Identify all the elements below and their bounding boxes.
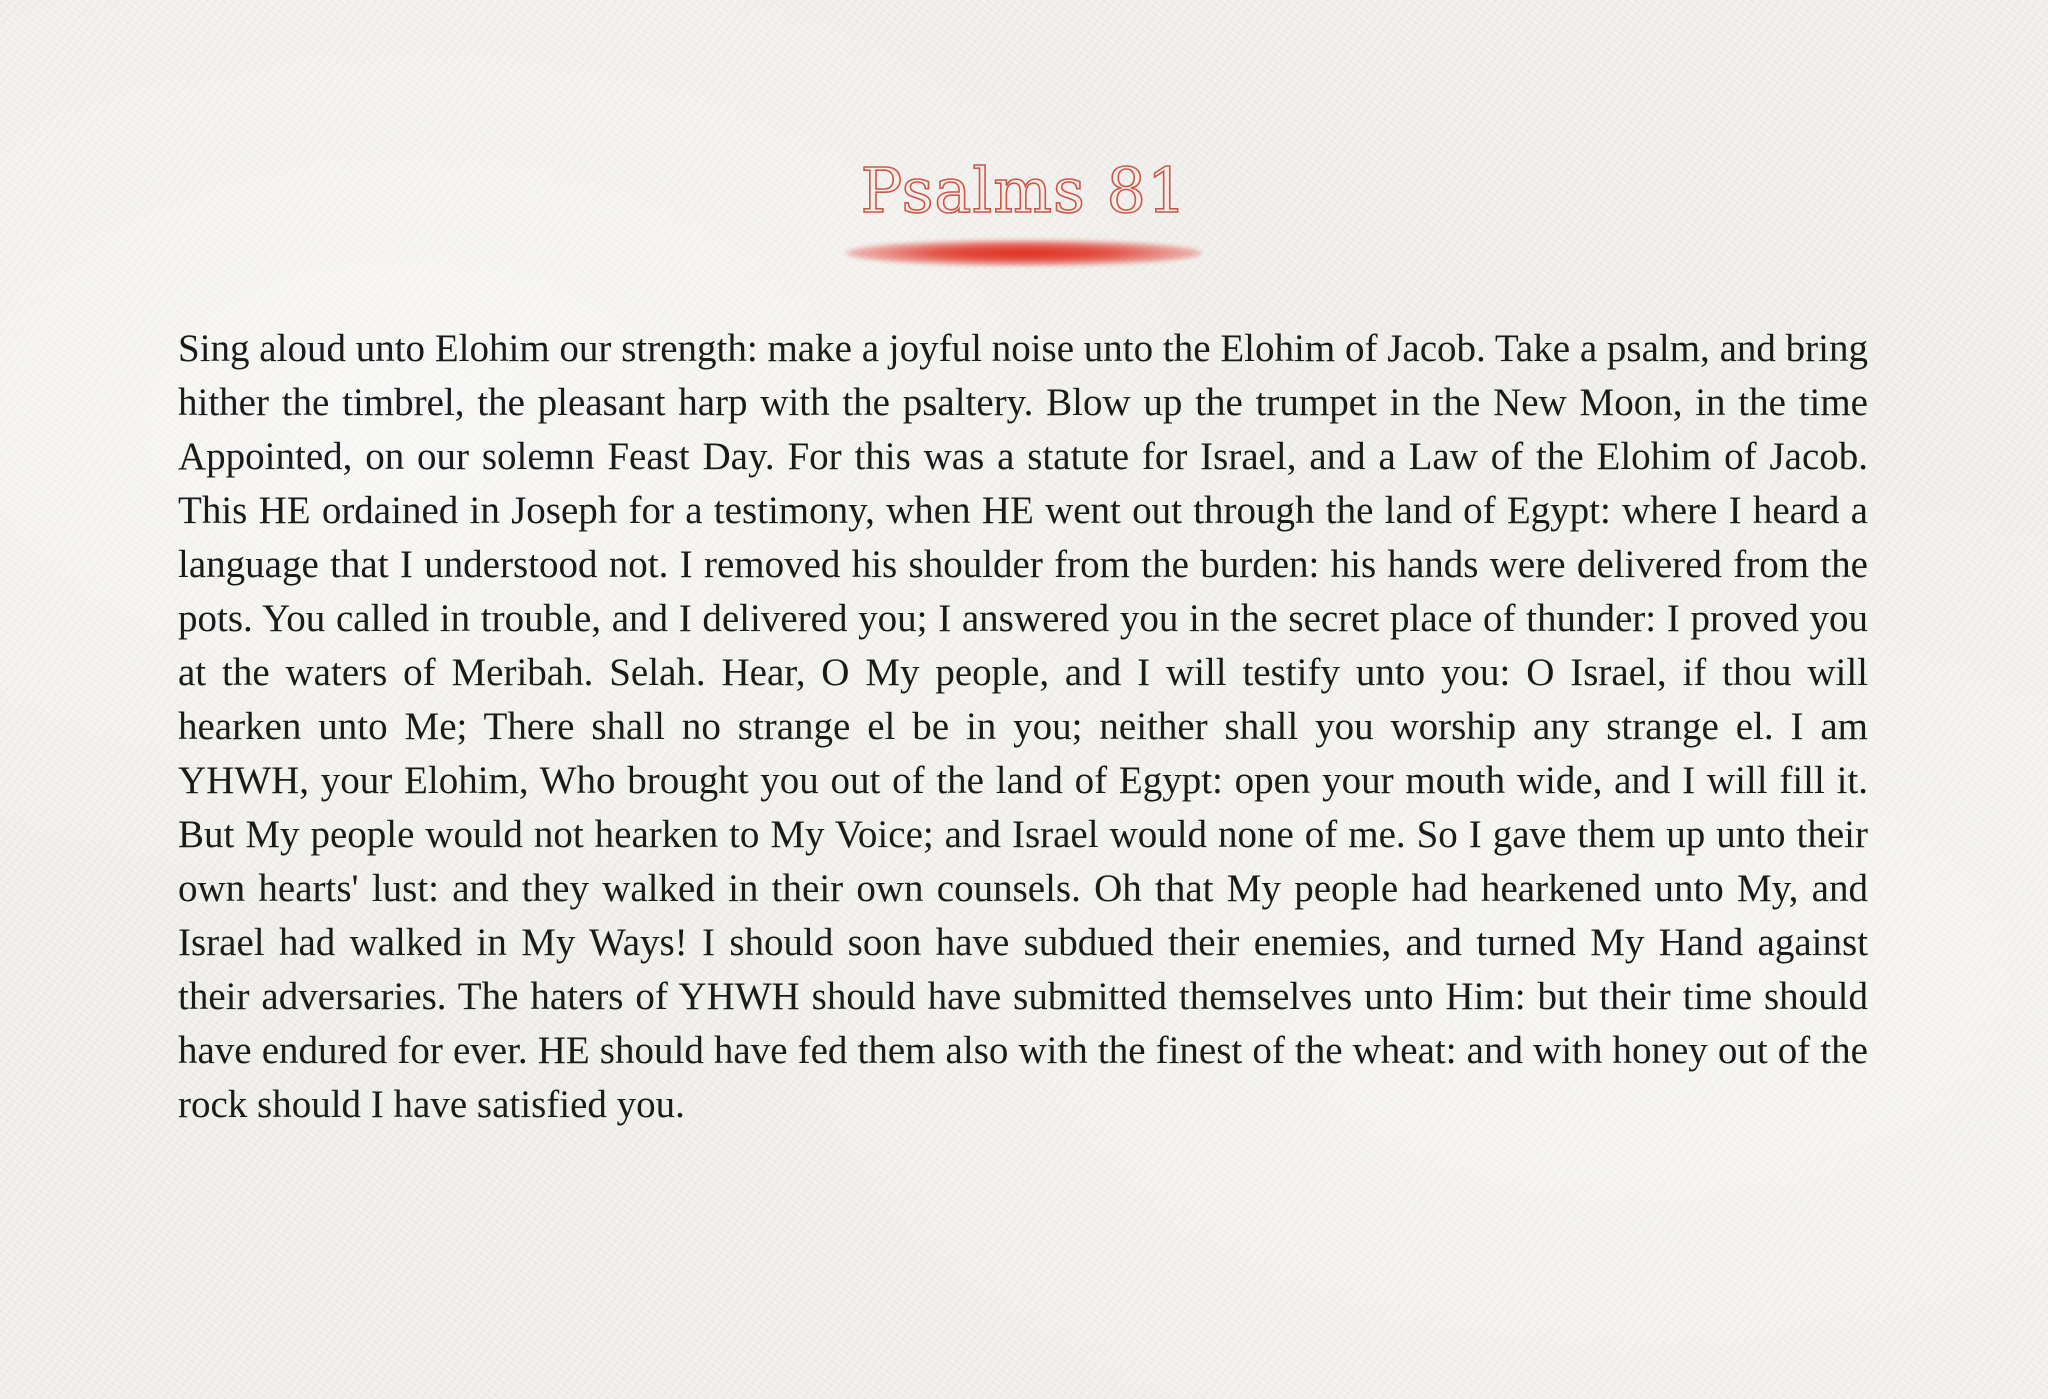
title-divider — [846, 240, 1202, 266]
psalm-text: Sing aloud unto Elohim our strength: make a joyful noise unto the Elohim of Jacob. Take a psalm, and bring hither the timbrel, the pleasant harp with the psaltery. Blow up the trumpet in the New Moon, in the time Appointed, on our solemn Feast Day. For this was a statute for Israel, and a Law of the Elohim of Jacob. This HE ordained in Joseph for a testimony, when HE went out through the land of Egypt: where I heard a language that I understood not. I removed his shoulder from the burden: his hands were delivered from the pots. You called in trouble, and I delivered you; I answered you in the secret place of thunder: I proved you at the waters of Meribah. Selah. Hear, O My people, and I will testify unto you: O Israel, if thou will hearken unto Me; There shall no strange el be in you; neither shall you worship any strange el. I am YHWH, your Elohim, Who brought you out of the land of Egypt: open your mouth wide, and I will fill it. But My people would not hearken to My Voice; and Israel would none of me. So I gave them up unto their own hearts' lust: and they walked in their own counsels. Oh that My people had hearkened unto My, and Israel had walked in My Ways! I should soon have subdued their enemies, and turned My Hand against their adversaries. The haters of YHWH should have submitted themselves unto Him: but their time should have endured for ever. HE should have fed them also with the finest of the wheat: and with honey out of the rock should I have satisfied you. — [178, 327, 1868, 1126]
page-title: Psalms 81 — [860, 153, 1188, 227]
